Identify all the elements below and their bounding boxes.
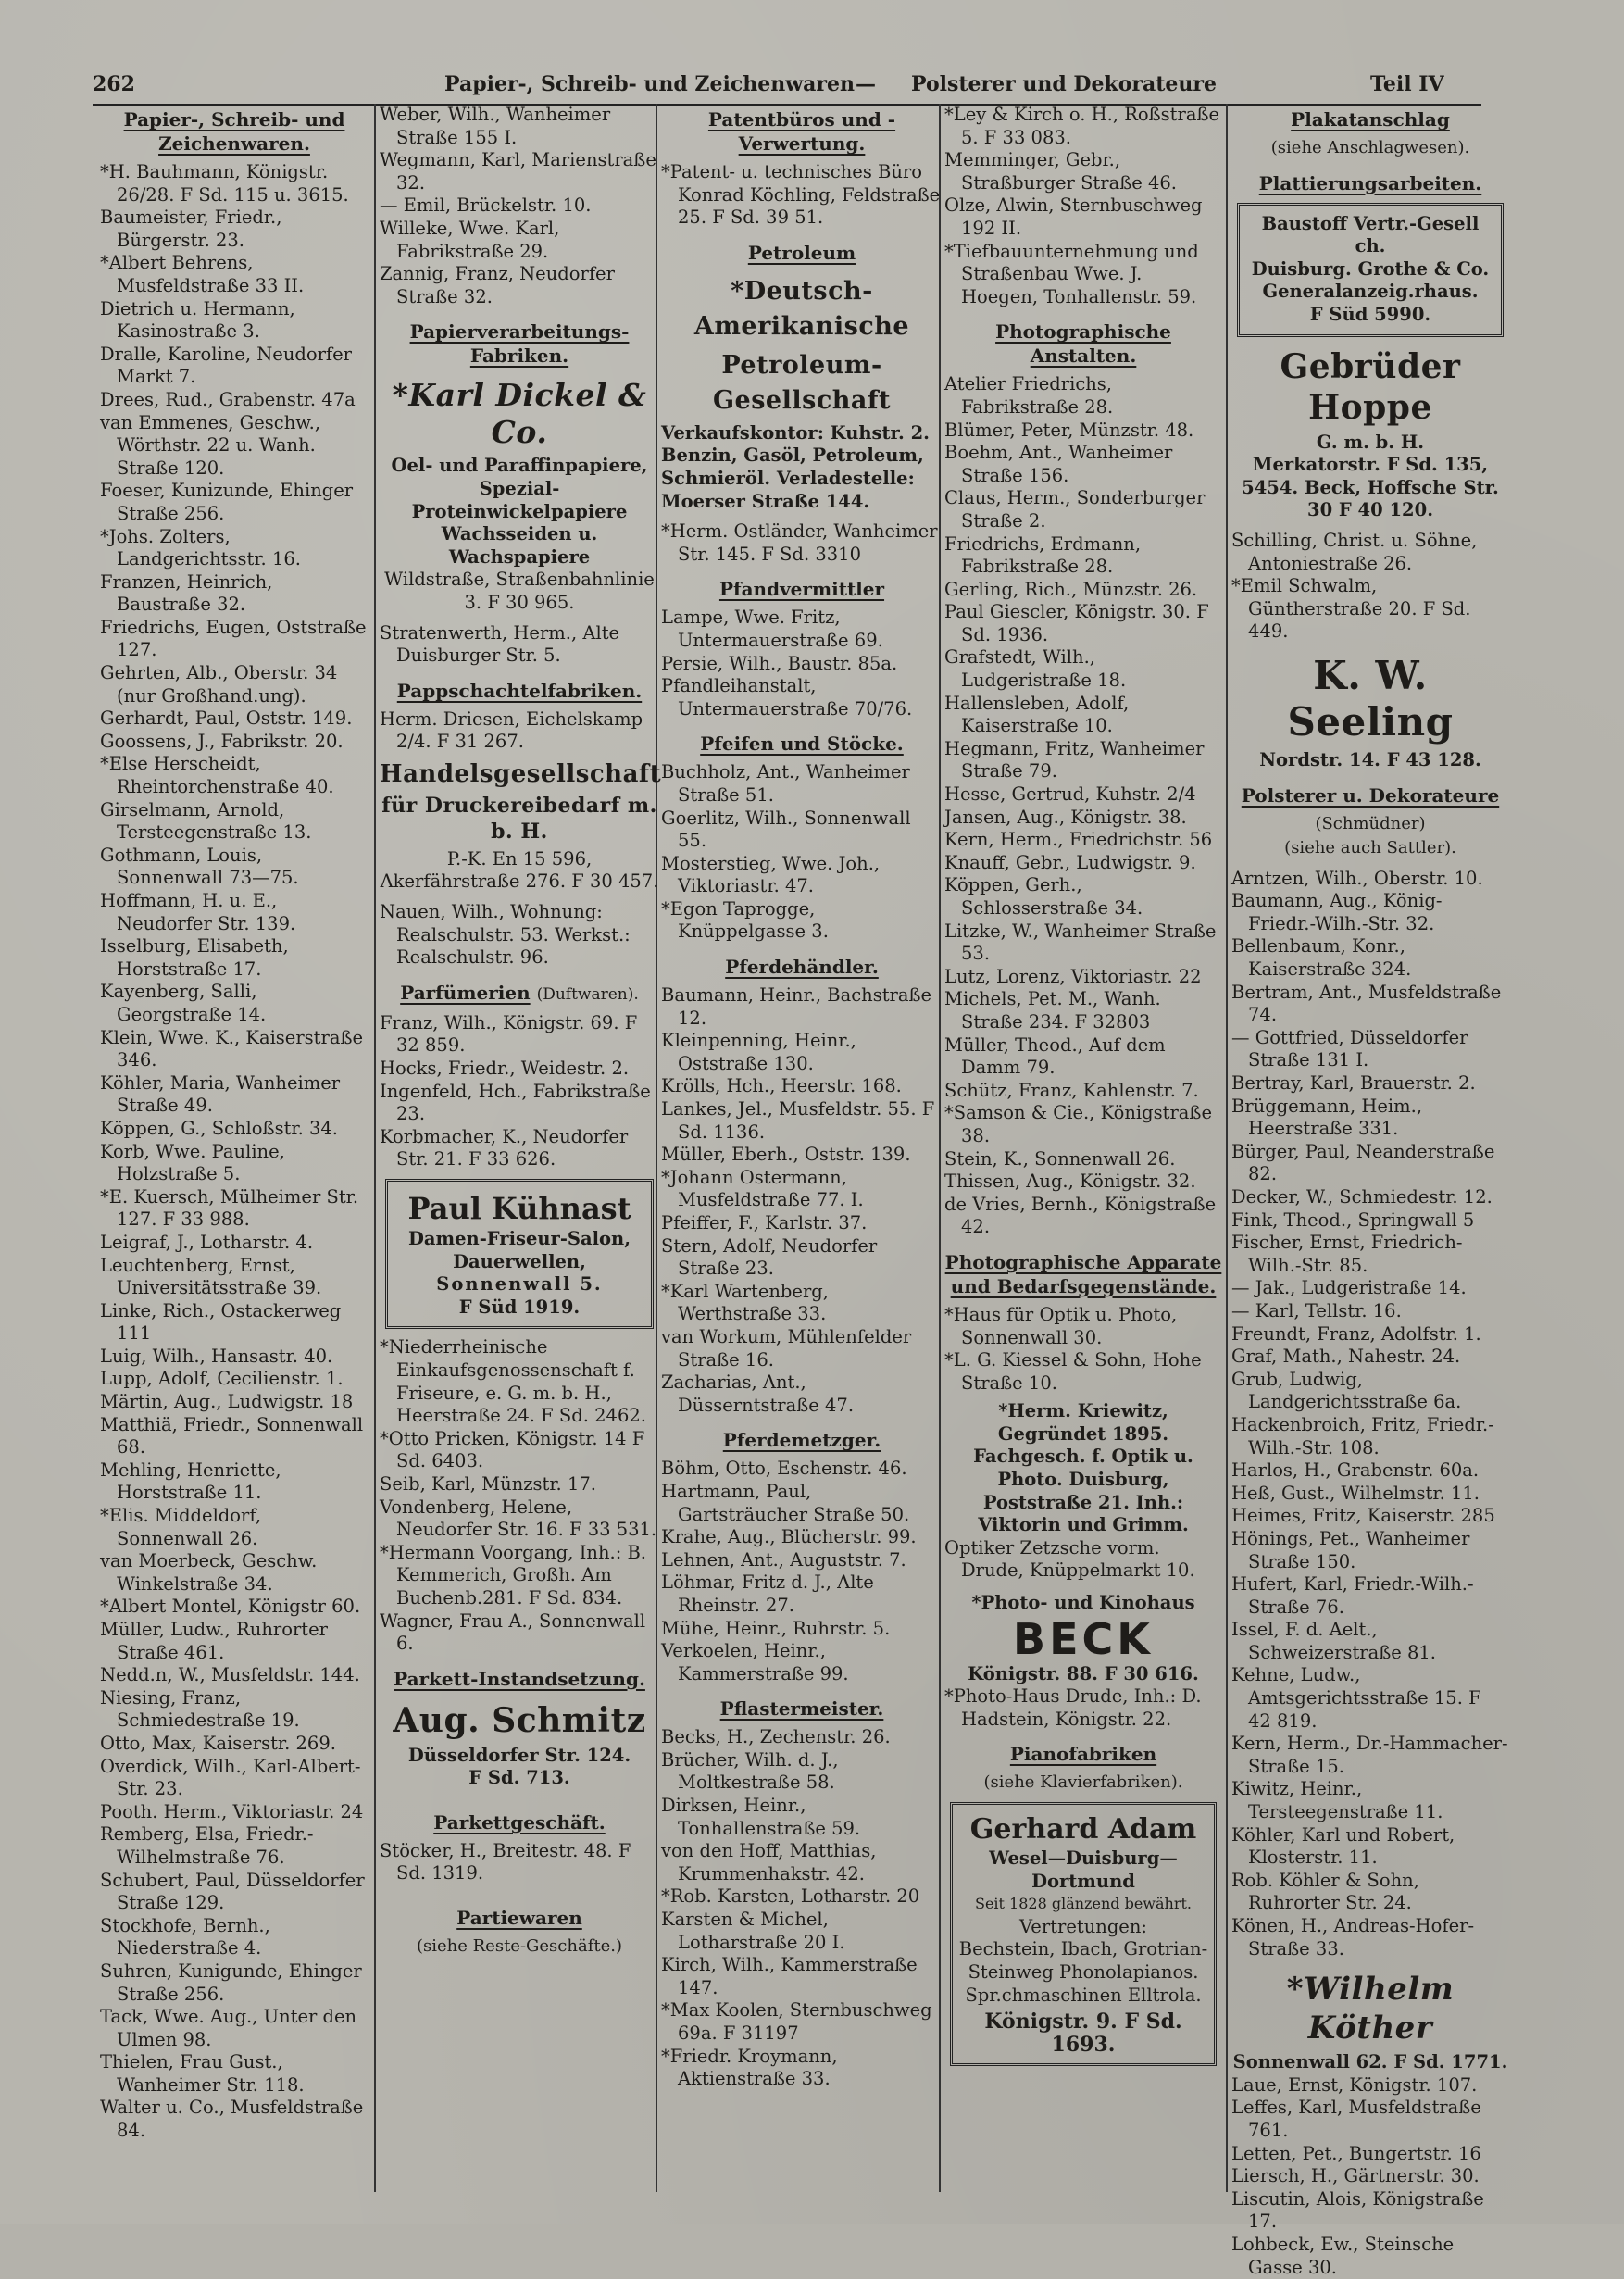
entry-list bbox=[661, 1726, 943, 2091]
list-item: Kern, Herm., Friedrichstr. 56 bbox=[944, 829, 1213, 851]
list-item: Spezial-Proteinwickelpapiere bbox=[411, 477, 628, 522]
advert-line: G. m. b. H. bbox=[1316, 431, 1425, 453]
advert-address: Wildstraße, Straßenbahnlinie 3. F 30 965. bbox=[384, 569, 655, 613]
column-5 bbox=[1231, 104, 1509, 2278]
advert-name-2: für Druckereibedarf m. b. H. bbox=[381, 793, 657, 844]
section-heading: Parkett-Instandsetzung. bbox=[394, 1667, 645, 1690]
list-item: Stöcker, H., Breitestr. 48. F Sd. 1319. bbox=[380, 1839, 631, 1885]
list-item: Hallensleben, Adolf, Kaiserstraße 10. bbox=[944, 692, 1130, 737]
section-heading: Polsterer u. Dekorateure bbox=[1241, 783, 1500, 807]
entry-list bbox=[944, 104, 1222, 308]
advert-phone: F Sd. 713. bbox=[468, 1767, 570, 1789]
advert-name: Gebrüder Hoppe bbox=[1280, 346, 1461, 427]
list-item: Kleinpenning, Heinr., Oststraße 130. bbox=[661, 1030, 856, 1074]
list-item: *Else Herscheidt, Rheintorchenstraße 40. bbox=[100, 753, 334, 798]
list-item: *L. G. Kiessel & Sohn, Hohe Straße 10. bbox=[944, 1349, 1202, 1394]
list-item: Graf, Math., Nahestr. 24. bbox=[1231, 1346, 1461, 1368]
list-item: Nauen, Wilh., Wohnung: Realschulstr. 53. Werkst.: Realschulstr. 96. bbox=[380, 901, 631, 969]
advert-address: Königstr. 88. F 30 616. bbox=[968, 1662, 1199, 1684]
entry-list bbox=[380, 104, 659, 308]
list-item: Gerling, Rich., Münzstr. 26. bbox=[944, 578, 1198, 600]
list-item: van Moerbeck, Geschw. Winkelstraße 34. bbox=[100, 1550, 318, 1595]
list-item: Köhler, Karl und Robert, Klosterstr. 11. bbox=[1231, 1823, 1455, 1869]
list-item: Lampe, Wwe. Fritz, Untermauerstraße 69. bbox=[661, 607, 883, 651]
list-item: Klein, Wwe. K., Kaiserstraße 346. bbox=[100, 1026, 364, 1071]
list-item: van Emmenes, Geschw., Wörthstr. 22 u. Wanh. Straße 120. bbox=[100, 411, 321, 479]
advert-line: *Photo- und Kinohaus bbox=[971, 1592, 1195, 1614]
list-item: *Haus für Optik u. Photo, Sonnenwall 30. bbox=[944, 1303, 1178, 1348]
section-heading: Parkettgeschäft. bbox=[433, 1810, 606, 1834]
list-item: Remberg, Elsa, Friedr.-Wilhelmstraße 76. bbox=[100, 1823, 314, 1868]
list-item: Luig, Wilh., Hansastr. 40. bbox=[100, 1345, 333, 1367]
list-item: Franzen, Heinrich, Baustraße 32. bbox=[100, 570, 273, 616]
section-subheading: (siehe auch Sattler). bbox=[1284, 838, 1456, 858]
column-1 bbox=[100, 104, 369, 2206]
advert-name: Handelsgesellschaft bbox=[380, 759, 662, 788]
list-item: Becks, H., Zechenstr. 26. bbox=[661, 1726, 891, 1748]
section-heading: Petroleum bbox=[747, 241, 856, 264]
list-item: Foeser, Kunizunde, Ehinger Straße 256. bbox=[100, 480, 354, 524]
list-item: Krölls, Hch., Heerstr. 168. bbox=[661, 1075, 902, 1097]
list-item: von den Hoff, Matthias, Krummenhakstr. 42. bbox=[661, 1840, 877, 1885]
list-item: Claus, Herm., Sonderburger Straße 2. bbox=[944, 487, 1206, 532]
column-divider bbox=[374, 104, 376, 2192]
advert-address: Nordstr. 14. F 43 128. bbox=[1259, 748, 1481, 770]
section-heading: Pappschachtelfabriken. bbox=[396, 679, 643, 702]
list-item: Overdick, Wilh., Karl-Albert-Str. 23. bbox=[100, 1755, 361, 1800]
list-item: Liscutin, Alois, Königstraße 17. bbox=[1231, 2187, 1484, 2233]
list-item: Optiker Zetzsche vorm. Drude, Knüppelmarkt 10. bbox=[944, 1536, 1195, 1582]
list-item: Pfandleihanstalt, Untermauerstraße 70/76. bbox=[661, 675, 913, 720]
entry-list bbox=[100, 161, 369, 2143]
entry-list bbox=[661, 161, 943, 230]
list-item: Dralle, Karoline, Neudorfer Markt 7. bbox=[100, 343, 353, 388]
list-item: Lutz, Lorenz, Viktoriastr. 22 bbox=[944, 965, 1202, 987]
list-item: Weber, Wilh., Wanheimer Straße 155 I. bbox=[380, 104, 611, 148]
list-item: *Johs. Zolters, Landgerichtsstr. 16. bbox=[100, 525, 301, 570]
list-item: Hesse, Gertrud, Kuhstr. 2/4 bbox=[944, 783, 1196, 806]
list-item: Baumeister, Friedr., Bürgerstr. 23. bbox=[100, 207, 282, 251]
list-item: Grafstedt, Wilh., Ludgeristraße 18. bbox=[944, 646, 1127, 692]
list-item: Oel- und Paraffinpapiere, bbox=[391, 455, 648, 477]
list-item: Ingenfeld, Hch., Fabrikstraße 23. bbox=[380, 1080, 651, 1125]
list-item: Baumann, Aug., König-Friedr.-Wilh.-Str. 32. bbox=[1231, 890, 1443, 934]
entry-list bbox=[1231, 2074, 1509, 2279]
list-item: Kern, Herm., Dr.-Hammacher-Straße 15. bbox=[1231, 1733, 1508, 1777]
list-item: *Max Koolen, Sternbuschweg 69a. F 31197 bbox=[661, 1999, 932, 2044]
list-item: *Karl Wartenberg, Werthstraße 33. bbox=[661, 1280, 829, 1325]
list-item: *H. Bauhmann, Königstr. 26/28. F Sd. 115 u. 3615. bbox=[100, 161, 349, 206]
list-item: Heimes, Fritz, Kaiserstr. 285 bbox=[1231, 1505, 1495, 1527]
advert-name: K. W. Seeling bbox=[1287, 652, 1454, 745]
list-item: Hegmann, Fritz, Wanheimer Straße 79. bbox=[944, 737, 1205, 783]
entry-list bbox=[380, 1336, 659, 1655]
list-item: Goossens, J., Fabrikstr. 20. bbox=[100, 730, 344, 752]
running-title-2: Polsterer und Dekorateure bbox=[911, 72, 1217, 96]
list-item: Arntzen, Wilh., Oberstr. 10. bbox=[1231, 867, 1483, 889]
advert-address: P.-K. En 15 596, Akerfährstraße 276. F 30 457. bbox=[380, 847, 659, 893]
list-item: Stratenwerth, Herm., Alte Duisburger Str. 5. bbox=[380, 621, 620, 667]
list-item: *Rob. Karsten, Lotharstr. 20 bbox=[661, 1885, 920, 1908]
section-heading: Pfandvermittler bbox=[718, 578, 885, 601]
list-item: Rob. Köhler & Sohn, Ruhrorter Str. 24. bbox=[1231, 1869, 1419, 1914]
list-item: Otto, Max, Kaiserstr. 269. bbox=[100, 1732, 336, 1754]
entry-list bbox=[944, 1537, 1222, 1583]
advert-name: Aug. Schmitz bbox=[393, 1700, 646, 1740]
list-item: — Gottfried, Düsseldorfer Straße 131 I. bbox=[1231, 1026, 1468, 1071]
list-item: Freundt, Franz, Adolfstr. 1. bbox=[1231, 1322, 1481, 1345]
list-item: Brücher, Wilh. d. J., Moltkestraße 58. bbox=[661, 1748, 839, 1794]
list-item: de Vries, Bernh., Königstraße 42. bbox=[944, 1193, 1217, 1238]
list-item: Kiwitz, Heinr., Tersteegenstraße 11. bbox=[1231, 1778, 1443, 1823]
list-item: Isselburg, Elisabeth, Horststraße 17. bbox=[100, 935, 289, 980]
section-subheading: (siehe Anschlagwesen). bbox=[1270, 138, 1470, 157]
advert-line: Fachgesch. f. Optik u. Photo. Duisburg, Poststraße 21. Inh.: Viktorin und Grimm. bbox=[973, 1446, 1193, 1536]
list-item: Mehling, Henriette, Horststraße 11. bbox=[100, 1459, 281, 1504]
list-item: — Emil, Brückelstr. 10. bbox=[380, 194, 592, 217]
list-item: Müller, Theod., Auf dem Damm 79. bbox=[944, 1033, 1166, 1079]
list-item: Thissen, Aug., Königstr. 32. bbox=[944, 1171, 1196, 1193]
column-3 bbox=[661, 104, 943, 2206]
list-item: Grub, Ludwig, Landgerichtsstraße 6a. bbox=[1231, 1368, 1462, 1413]
advert-lines bbox=[380, 455, 659, 569]
part-label: Teil IV bbox=[1370, 72, 1444, 96]
page-header bbox=[93, 63, 1481, 104]
section-heading: Pflastermeister. bbox=[719, 1697, 884, 1721]
list-item: Stein, K., Sonnenwall 26. bbox=[944, 1147, 1176, 1170]
entry-list bbox=[1231, 868, 1509, 1961]
list-item: Vondenberg, Helene, Neudorfer Str. 16. F 33 531. bbox=[380, 1496, 657, 1541]
list-item: *Tiefbauunternehmung und Straßenbau Wwe. J. Hoegen, Tonhallenstr. 59. bbox=[944, 240, 1199, 307]
list-item: *Emil Schwalm, Güntherstraße 20. F Sd. 449. bbox=[1231, 575, 1471, 643]
list-item: *Patent- u. technisches Büro Konrad Köchling, Feldstraße 25. F Sd. 39 51. bbox=[661, 161, 941, 229]
list-item: Bertray, Karl, Brauerstr. 2. bbox=[1231, 1072, 1476, 1095]
section-heading: Papierverarbeitungs-Fabriken. bbox=[409, 320, 630, 368]
section-heading: Pianofabriken bbox=[1009, 1743, 1157, 1766]
list-item: Jansen, Aug., Königstr. 38. bbox=[944, 806, 1187, 828]
list-item: Löhmar, Fritz d. J., Alte Rheinstr. 27. bbox=[661, 1572, 874, 1616]
list-item: Drees, Rud., Grabenstr. 47a bbox=[100, 388, 356, 410]
advert-name: *Wilhelm Köther bbox=[1286, 1971, 1455, 2047]
list-item: Hackenbroich, Fritz, Friedr.-Wilh.-Str. 108. bbox=[1231, 1413, 1494, 1459]
list-item: *Niederrheinische Einkaufsgenossenschaft f. Friseure, e. G. m. b. H., Heerstraße 24. F Sd. 2462. bbox=[380, 1336, 646, 1427]
list-item: Lohbeck, Ew., Steinsche Gasse 30. bbox=[1231, 2233, 1455, 2278]
list-item: Atelier Friedrichs, Fabrikstraße 28. bbox=[944, 373, 1114, 418]
list-item: Leuchtenberg, Ernst, Universitätsstraße 39. bbox=[100, 1254, 322, 1299]
list-item: *Samson & Cie., Königstraße 38. bbox=[944, 1102, 1212, 1146]
list-item: — Jak., Ludgeristraße 14. bbox=[1231, 1277, 1467, 1299]
list-item: Köppen, G., Schloßstr. 34. bbox=[100, 1117, 338, 1139]
list-item: Köhler, Maria, Wanheimer Straße 49. bbox=[100, 1071, 341, 1117]
list-item: Liersch, H., Gärtnerstr. 30. bbox=[1231, 2165, 1480, 2187]
list-item: Stockhofe, Bernh., Niederstraße 4. bbox=[100, 1914, 270, 1960]
entry-list bbox=[661, 520, 943, 566]
column-divider bbox=[1226, 104, 1228, 2192]
list-item: Lupp, Adolf, Cecilienstr. 1. bbox=[100, 1368, 344, 1390]
list-item: van Workum, Mühlenfelder Straße 16. bbox=[661, 1325, 912, 1371]
list-item: Olze, Alwin, Sternbuschweg 192 II. bbox=[944, 194, 1203, 239]
list-item: Lehnen, Ant., Auguststr. 7. bbox=[661, 1548, 906, 1571]
list-item: Knauff, Gebr., Ludwigstr. 9. bbox=[944, 851, 1196, 873]
list-item: *E. Kuersch, Mülheimer Str. 127. F 33 988. bbox=[100, 1185, 359, 1231]
list-item: Hartmann, Paul, Gartsträucher Straße 50. bbox=[661, 1480, 910, 1525]
list-item: Zacharias, Ant., Düsserntstraße 47. bbox=[661, 1371, 855, 1416]
list-item: Böhm, Otto, Eschenstr. 46. bbox=[661, 1458, 907, 1480]
list-item: Litzke, W., Wanheimer Straße 53. bbox=[944, 920, 1217, 965]
list-item: Seib, Karl, Münzstr. 17. bbox=[380, 1472, 596, 1495]
list-item: Gerhardt, Paul, Oststr. 149. bbox=[100, 707, 353, 730]
section-heading: Photographische Apparate und Bedarfsgegenstände. bbox=[944, 1250, 1222, 1297]
list-item: Tack, Wwe. Aug., Unter den Ulmen 98. bbox=[100, 2006, 357, 2050]
list-item: Bürger, Paul, Neanderstraße 82. bbox=[1231, 1140, 1495, 1185]
list-item: Gothmann, Louis, Sonnenwall 73—75. bbox=[100, 844, 299, 889]
list-item: Nedd.n, W., Musfeldstr. 144. bbox=[100, 1664, 360, 1686]
section-heading: Parfümerien (Duftwaren). bbox=[400, 981, 639, 1004]
entry-list bbox=[380, 901, 659, 970]
advert-box-baustoff: Baustoff Vertr.-Gesell ch. Duisburg. Grothe & Co. Generalanzeig.rhaus. F Süd 5990. bbox=[1237, 203, 1504, 337]
list-item: *Photo-Haus Drude, Inh.: D. Hadstein, Königstr. 22. bbox=[944, 1685, 1202, 1730]
list-item: Mosterstieg, Wwe. Joh., Viktoriastr. 47. bbox=[661, 852, 881, 897]
list-item: Letten, Pet., Bungertstr. 16 bbox=[1231, 2142, 1481, 2164]
section-heading: Plattierungsarbeiten. bbox=[1258, 171, 1482, 194]
list-item: Hufert, Karl, Friedr.-Wilh.-Straße 76. bbox=[1231, 1573, 1474, 1618]
list-item: Harlos, H., Grabenstr. 60a. bbox=[1231, 1459, 1480, 1482]
entry-list bbox=[944, 373, 1222, 1239]
list-item: Fink, Theod., Springwall 5 bbox=[1231, 1208, 1475, 1231]
list-item: Lankes, Jel., Musfeldstr. 55. F Sd. 1136. bbox=[661, 1098, 935, 1143]
list-item: Linke, Rich., Ostackerweg 111 bbox=[100, 1299, 342, 1345]
list-item: Thielen, Frau Gust., Wanheimer Str. 118. bbox=[100, 2051, 305, 2096]
list-item: Friedrichs, Erdmann, Fabrikstraße 28. bbox=[944, 532, 1142, 578]
entry-list bbox=[944, 1685, 1222, 1731]
list-item: Blümer, Peter, Münzstr. 48. bbox=[944, 419, 1194, 441]
advert-address: Düsseldorfer Str. 124. bbox=[407, 1744, 631, 1766]
entry-list bbox=[661, 1458, 943, 1685]
list-item: Brüggemann, Heim., Heerstraße 331. bbox=[1231, 1095, 1423, 1140]
entry-list bbox=[380, 622, 659, 668]
list-item: *Elis. Middeldorf, Sonnenwall 26. bbox=[100, 1505, 262, 1549]
list-item: Dirksen, Heinr., Tonhallenstraße 59. bbox=[661, 1795, 861, 1839]
section-heading: Photographische Anstalten. bbox=[995, 320, 1171, 368]
entry-list bbox=[661, 984, 943, 1417]
section-subheading: (siehe Reste-Geschäfte.) bbox=[416, 1936, 622, 1957]
section-subheading: (siehe Klavierfabriken). bbox=[983, 1772, 1183, 1793]
list-item: Wagner, Frau A., Sonnenwall 6. bbox=[380, 1609, 646, 1655]
list-item: Verkoelen, Heinr., Kammerstraße 99. bbox=[661, 1640, 849, 1684]
entry-list bbox=[944, 1304, 1222, 1395]
column-4 bbox=[944, 104, 1222, 2206]
list-item: Friedrichs, Eugen, Oststraße 127. bbox=[100, 616, 367, 661]
section-heading: Plakatanschlag bbox=[1291, 108, 1450, 131]
list-item: *Otto Pricken, Königstr. 14 F Sd. 6403. bbox=[380, 1427, 645, 1472]
advert-box-kuehnast: Paul Kühnast Damen-Friseur-Salon, Dauerwellen, Sonnenwall 5. F Süd 1919. bbox=[385, 1179, 654, 1329]
list-item: Leigraf, J., Lotharstr. 4. bbox=[100, 1231, 314, 1253]
list-item: Niesing, Franz, Schmiedestraße 19. bbox=[100, 1686, 300, 1732]
list-item: Köppen, Gerh., Schlosserstraße 34. bbox=[944, 874, 1143, 919]
list-item: Hocks, Friedr., Weidestr. 2. bbox=[380, 1058, 630, 1080]
list-item: Schubert, Paul, Düsseldorfer Straße 129. bbox=[100, 1869, 365, 1914]
list-item: Fischer, Ernst, Friedrich-Wilh.-Str. 85. bbox=[1231, 1232, 1463, 1276]
list-item: Matthiä, Friedr., Sonnenwall 68. bbox=[100, 1413, 364, 1459]
list-item: Hoffmann, H. u. E., Neudorfer Str. 139. bbox=[100, 890, 296, 934]
list-item: Bertram, Ant., Musfeldstraße 74. bbox=[1231, 981, 1502, 1026]
entry-list bbox=[380, 1840, 659, 1885]
list-item: Heß, Gust., Wilhelmstr. 11. bbox=[1231, 1482, 1480, 1504]
list-item: Walter u. Co., Musfeldstraße 84. bbox=[100, 2097, 364, 2142]
list-item: Schilling, Christ. u. Söhne, Antoniestraße 26. bbox=[1231, 529, 1478, 574]
list-item: Hönings, Pet., Wanheimer Straße 150. bbox=[1231, 1527, 1470, 1572]
list-item: Stern, Adolf, Neudorfer Straße 23. bbox=[661, 1234, 878, 1280]
list-item: Zannig, Franz, Neudorfer Straße 32. bbox=[380, 263, 615, 307]
running-title: Papier-, Schreib- und Zeichenwaren bbox=[444, 72, 855, 96]
list-item: Baumann, Heinr., Bachstraße 12. bbox=[661, 984, 932, 1029]
list-item: Müller, Ludw., Ruhrorter Straße 461. bbox=[100, 1619, 328, 1663]
list-item: Memminger, Gebr., Straßburger Straße 46. bbox=[944, 149, 1177, 194]
advert-line: Gegründet 1895. bbox=[997, 1422, 1169, 1445]
entry-list bbox=[661, 761, 943, 944]
list-item: *Albert Montel, Königstr 60. bbox=[100, 1596, 361, 1618]
page-number: 262 bbox=[93, 72, 135, 96]
section-heading: Patentbüros und -Verwertung. bbox=[707, 108, 896, 155]
list-item: Herm. Driesen, Eichelskamp 2/4. F 31 267. bbox=[380, 707, 643, 753]
list-item: Bellenbaum, Konr., Kaiserstraße 324. bbox=[1231, 935, 1412, 981]
advert-name: *Deutsch-Amerikanische bbox=[693, 276, 910, 341]
advert-name-2: Petroleum-Gesellschaft bbox=[713, 350, 891, 415]
list-item: Dietrich u. Hermann, Kasinostraße 3. bbox=[100, 297, 295, 343]
title-separator: — bbox=[856, 72, 876, 96]
list-item: Gehrten, Alb., Oberstr. 34 (nur Großhand.ung). bbox=[100, 662, 338, 707]
list-item: Issel, F. d. Aelt., Schweizerstraße 81. bbox=[1231, 1619, 1437, 1663]
section-heading: Papier-, Schreib- und Zeichenwaren. bbox=[123, 108, 345, 155]
list-item: Leffes, Karl, Musfeldstraße 761. bbox=[1231, 2097, 1481, 2141]
entry-list bbox=[380, 708, 659, 754]
list-item: *Hermann Voorgang, Inh.: B. Kemmerich, Großh. Am Buchenb.281. F Sd. 834. bbox=[380, 1541, 647, 1609]
list-item: Kayenberg, Salli, Georgstraße 14. bbox=[100, 981, 267, 1025]
list-item: Wachsseiden u. Wachspapiere bbox=[441, 523, 598, 568]
list-item: Pooth. Herm., Viktoriastr. 24 bbox=[100, 1800, 364, 1822]
list-item: Girselmann, Arnold, Tersteegenstraße 13. bbox=[100, 798, 312, 844]
list-item: Krahe, Aug., Blücherstr. 99. bbox=[661, 1526, 917, 1548]
list-item: Müller, Eberh., Oststr. 139. bbox=[661, 1144, 911, 1166]
section-subheading: (Schmüdner) bbox=[1315, 813, 1426, 833]
list-item: Buchholz, Ant., Wanheimer Straße 51. bbox=[661, 761, 910, 806]
list-item: Laue, Ernst, Königstr. 107. bbox=[1231, 2073, 1478, 2096]
list-item: Franz, Wilh., Königstr. 69. F 32 859. bbox=[380, 1011, 638, 1057]
list-item: Mühe, Heinr., Ruhrstr. 5. bbox=[661, 1617, 891, 1639]
list-item: *Egon Taprogge, Knüppelgasse 3. bbox=[661, 897, 829, 943]
list-item: Paul Giescler, Königstr. 30. F Sd. 1936. bbox=[944, 601, 1209, 645]
list-item: *Ley & Kirch o. H., Roßstraße 5. F 33 083. bbox=[944, 104, 1220, 148]
advert-name: *Karl Dickel & Co. bbox=[392, 377, 647, 451]
list-item: Korb, Wwe. Pauline, Holzstraße 5. bbox=[100, 1140, 285, 1185]
entry-list bbox=[1231, 530, 1509, 644]
list-item: *Albert Behrens, Musfeldstraße 33 II. bbox=[100, 252, 305, 296]
list-item: — Karl, Tellstr. 16. bbox=[1231, 1299, 1402, 1321]
list-item: *Friedr. Kroymann, Aktienstraße 33. bbox=[661, 2045, 838, 2090]
list-item: Pfeiffer, F., Karlstr. 37. bbox=[661, 1212, 868, 1233]
list-item: Goerlitz, Wilh., Sonnenwall 55. bbox=[661, 807, 911, 852]
list-item: Willeke, Wwe. Karl, Fabrikstraße 29. bbox=[380, 217, 560, 262]
list-item: Märtin, Aug., Ludwigstr. 18 bbox=[100, 1391, 354, 1413]
list-item: Schütz, Franz, Kahlenstr. 7. bbox=[944, 1079, 1199, 1101]
entry-list bbox=[661, 607, 943, 720]
list-item: *Johann Ostermann, Musfeldstraße 77. I. bbox=[661, 1166, 864, 1211]
list-item: Kehne, Ludw., Amtsgerichtsstraße 15. F 42 819. bbox=[1231, 1664, 1481, 1732]
list-item: Karsten & Michel, Lotharstraße 20 I. bbox=[661, 1909, 845, 1953]
list-item: Suhren, Kunigunde, Ehinger Straße 256. bbox=[100, 1960, 362, 2005]
section-heading: Pferdehändler. bbox=[725, 956, 879, 979]
advert-name: BECK bbox=[1013, 1613, 1154, 1664]
list-item: Wegmann, Karl, Marienstraße 32. bbox=[380, 149, 656, 194]
column-2 bbox=[380, 104, 662, 2206]
advert-address: Sonnenwall 62. F Sd. 1771. bbox=[1232, 2051, 1508, 2073]
list-item: Boehm, Ant., Wanheimer Straße 156. bbox=[944, 442, 1173, 486]
list-item: Korbmacher, K., Neudorfer Str. 21. F 33 626. bbox=[380, 1125, 629, 1171]
list-item: Decker, W., Schmiedestr. 12. bbox=[1231, 1186, 1493, 1208]
advert-name: *Herm. Kriewitz, bbox=[998, 1400, 1168, 1422]
section-heading: Pfeifen und Stöcke. bbox=[700, 733, 904, 756]
advert-text: Verkaufskontor: Kuhstr. 2. Benzin, Gasöl, Petroleum, Schmieröl. Verladestelle: Moerser Straße 144. bbox=[661, 421, 930, 512]
advert-box-adam: Gerhard Adam Wesel—Duisburg— Dortmund Seit 1828 glänzend bewährt. Vertretungen: Bechstein, Ibach, Grotrian-Steinweg Phonolapianos. Spr.chmaschinen Elltrola. Königstr. 9. F Sd. 1693. bbox=[950, 1802, 1217, 2066]
list-item: Michels, Pet. M., Wanh. Straße 234. F 32803 bbox=[944, 988, 1161, 1033]
section-heading: Pferdemetzger. bbox=[722, 1429, 881, 1452]
section-heading: Partiewaren bbox=[456, 1907, 582, 1930]
list-item: Kirch, Wilh., Kammerstraße 147. bbox=[661, 1954, 918, 1998]
entry-list bbox=[380, 1012, 659, 1171]
advert-address: Merkatorstr. F Sd. 135, 5454. Beck, Hoffsche Str. 30 F 40 120. bbox=[1242, 454, 1499, 521]
list-item: Könen, H., Andreas-Hofer-Straße 33. bbox=[1231, 1915, 1475, 1960]
list-item: Persie, Wilh., Baustr. 85a. bbox=[661, 652, 898, 674]
list-item: *Herm. Ostländer, Wanheimer Str. 145. F Sd. 3310 bbox=[661, 520, 938, 565]
